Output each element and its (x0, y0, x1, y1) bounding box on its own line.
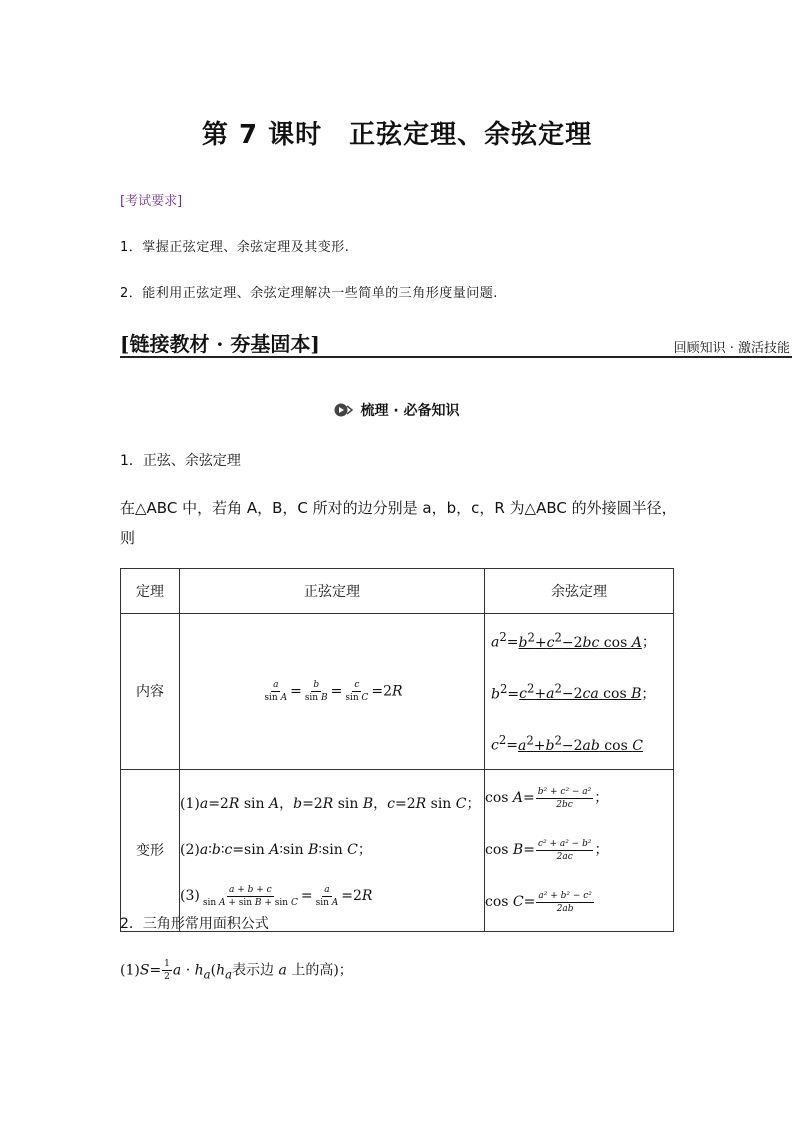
sine-law-content: $\frac{a}{\text{sin A}}$ = $\frac{b}{\text{sin B}}$ = $\frac{c}{\text{sin C}}$ =2R (180, 614, 485, 770)
sine-variant-3: (3) $\frac{a + b + c}{\text{sin A + sin B + sin C}}$ = $\frac{a}{\text{sin A}}$ =2R (180, 884, 373, 908)
sine-law-variants (180, 769, 485, 931)
header-cosine: 余弦定理 (485, 569, 674, 614)
cosine-variant-b: cos B= $\frac{\text{c² + a² − b²}}{2ac}$ ； (485, 838, 609, 862)
cosine-variant-c: cos C= $\frac{\text{a² + b² − c²}}{2ab}$ (485, 890, 592, 914)
cosine-law-c: $c^2=a^2+b^2-2ab$ cos C (491, 733, 643, 754)
sine-variant-1: (1)a=2R sin A，b=2R sin B，c=2R sin C； (180, 796, 481, 813)
section-subtitle: 回顾知识 · 激活技能 (673, 341, 790, 356)
header-theorem: 定理 (121, 569, 180, 614)
requirement-item-2: 2．能利用正弦定理、余弦定理解决一些简单的三角形度量问题. (120, 286, 498, 301)
cosine-law-variants (485, 769, 674, 931)
subheading-text: 梳理 · 必备知识 (360, 403, 460, 419)
subheading (0, 400, 794, 420)
table-row-content (121, 614, 674, 770)
table-header-row (121, 569, 674, 614)
page-title: 第 7 课时 正弦定理、余弦定理 (201, 120, 593, 150)
table-row-variant (121, 769, 674, 931)
requirements-tag: [考试要求] (120, 194, 183, 209)
requirement-item-1: 1．掌握正弦定理、余弦定理及其变形. (120, 240, 350, 255)
point1-intro: 在△ABC 中，若角 A，B，C 所对的边分别是 a，b，c，R 为△ABC 的外接圆半径，则 (120, 499, 677, 547)
cosine-law-content (485, 614, 674, 770)
point1-heading: 1．正弦、余弦定理 (120, 453, 241, 469)
row-label-content: 内容 (121, 614, 180, 770)
area-formula-1: (1)S= $\frac{1}{2}$ $a \cdot h_a(h_a$表示边 a 上的高)； (120, 959, 353, 982)
point2-heading: 2．三角形常用面积公式 (120, 916, 269, 932)
section-title: [链接教材 · 夯基固本] (120, 332, 320, 356)
play-badge-icon (334, 403, 354, 417)
theorem-table (120, 568, 674, 932)
cosine-law-a: $a^2=b^2+c^2-2bc$ cos A； (491, 630, 656, 651)
header-sine: 正弦定理 (180, 569, 485, 614)
cosine-law-b: $b^2=c^2+a^2-2ca$ cos B； (491, 681, 656, 703)
cosine-variant-a: cos A= $\frac{\text{b² + c² − a²}}{2bc}$ ； (485, 786, 609, 810)
row-label-variant: 变形 (121, 769, 180, 931)
sine-variant-2: (2)a∶b∶c=sin A∶sin B∶sin C； (180, 842, 372, 859)
